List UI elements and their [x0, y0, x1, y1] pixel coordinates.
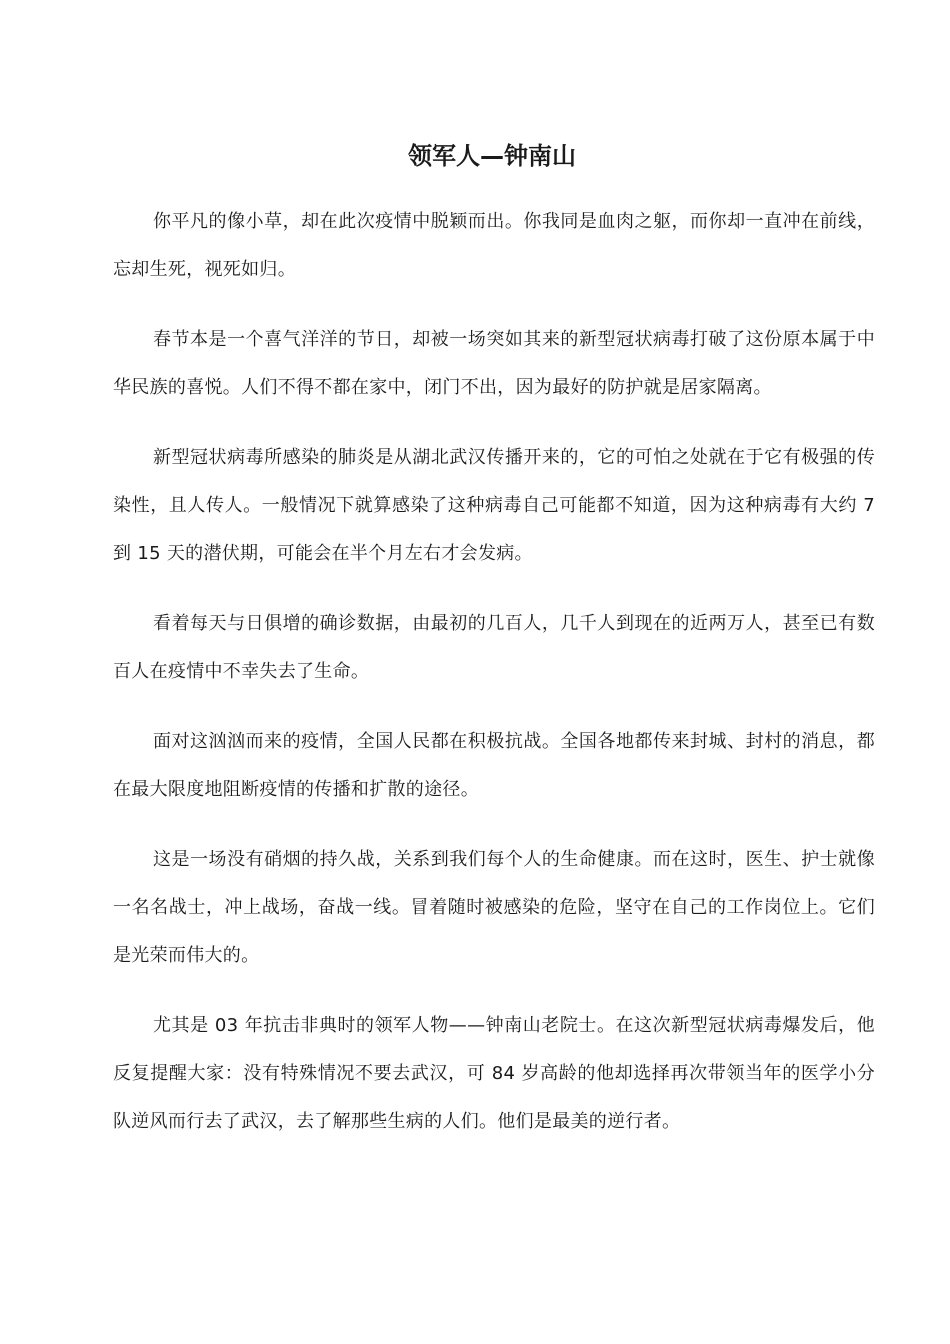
document-body [113, 198, 875, 1168]
paragraph: 看着每天与日俱增的确诊数据，由最初的几百人，几千人到现在的近两万人，甚至已有数百人在疫情中不幸失去了生命。 [113, 613, 875, 682]
paragraph: 面对这汹汹而来的疫情，全国人民都在积极抗战。全国各地都传来封城、封村的消息，都在最大限度地阻断疫情的传播和扩散的途径。 [113, 731, 875, 800]
paragraph: 你平凡的像小草，却在此次疫情中脱颖而出。你我同是血肉之躯，而你却一直冲在前线，忘却生死，视死如归。 [113, 211, 875, 280]
paragraph: 尤其是 03 年抗击非典时的领军人物——钟南山老院士。在这次新型冠状病毒爆发后，他反复提醒大家：没有特殊情况不要去武汉，可 84 岁高龄的他却选择再次带领当年的医学小分队逆风而行去了武汉，去了解那些生病的人们。他们是最美的逆行者。 [113, 1015, 875, 1132]
paragraph: 新型冠状病毒所感染的肺炎是从湖北武汉传播开来的，它的可怕之处就在于它有极强的传染性，且人传人。一般情况下就算感染了这种病毒自己可能都不知道，因为这种病毒有大约 7 到 15 天的潜伏期，可能会在半个月左右才会发病。 [113, 447, 875, 564]
document-title: 领军人—钟南山 [408, 142, 576, 170]
paragraph: 这是一场没有硝烟的持久战，关系到我们每个人的生命健康。而在这时，医生、护士就像一名名战士，冲上战场，奋战一线。冒着随时被感染的危险，坚守在自己的工作岗位上。它们是光荣而伟大的。 [113, 849, 875, 966]
paragraph: 春节本是一个喜气洋洋的节日，却被一场突如其来的新型冠状病毒打破了这份原本属于中华民族的喜悦。人们不得不都在家中，闭门不出，因为最好的防护就是居家隔离。 [113, 329, 875, 398]
